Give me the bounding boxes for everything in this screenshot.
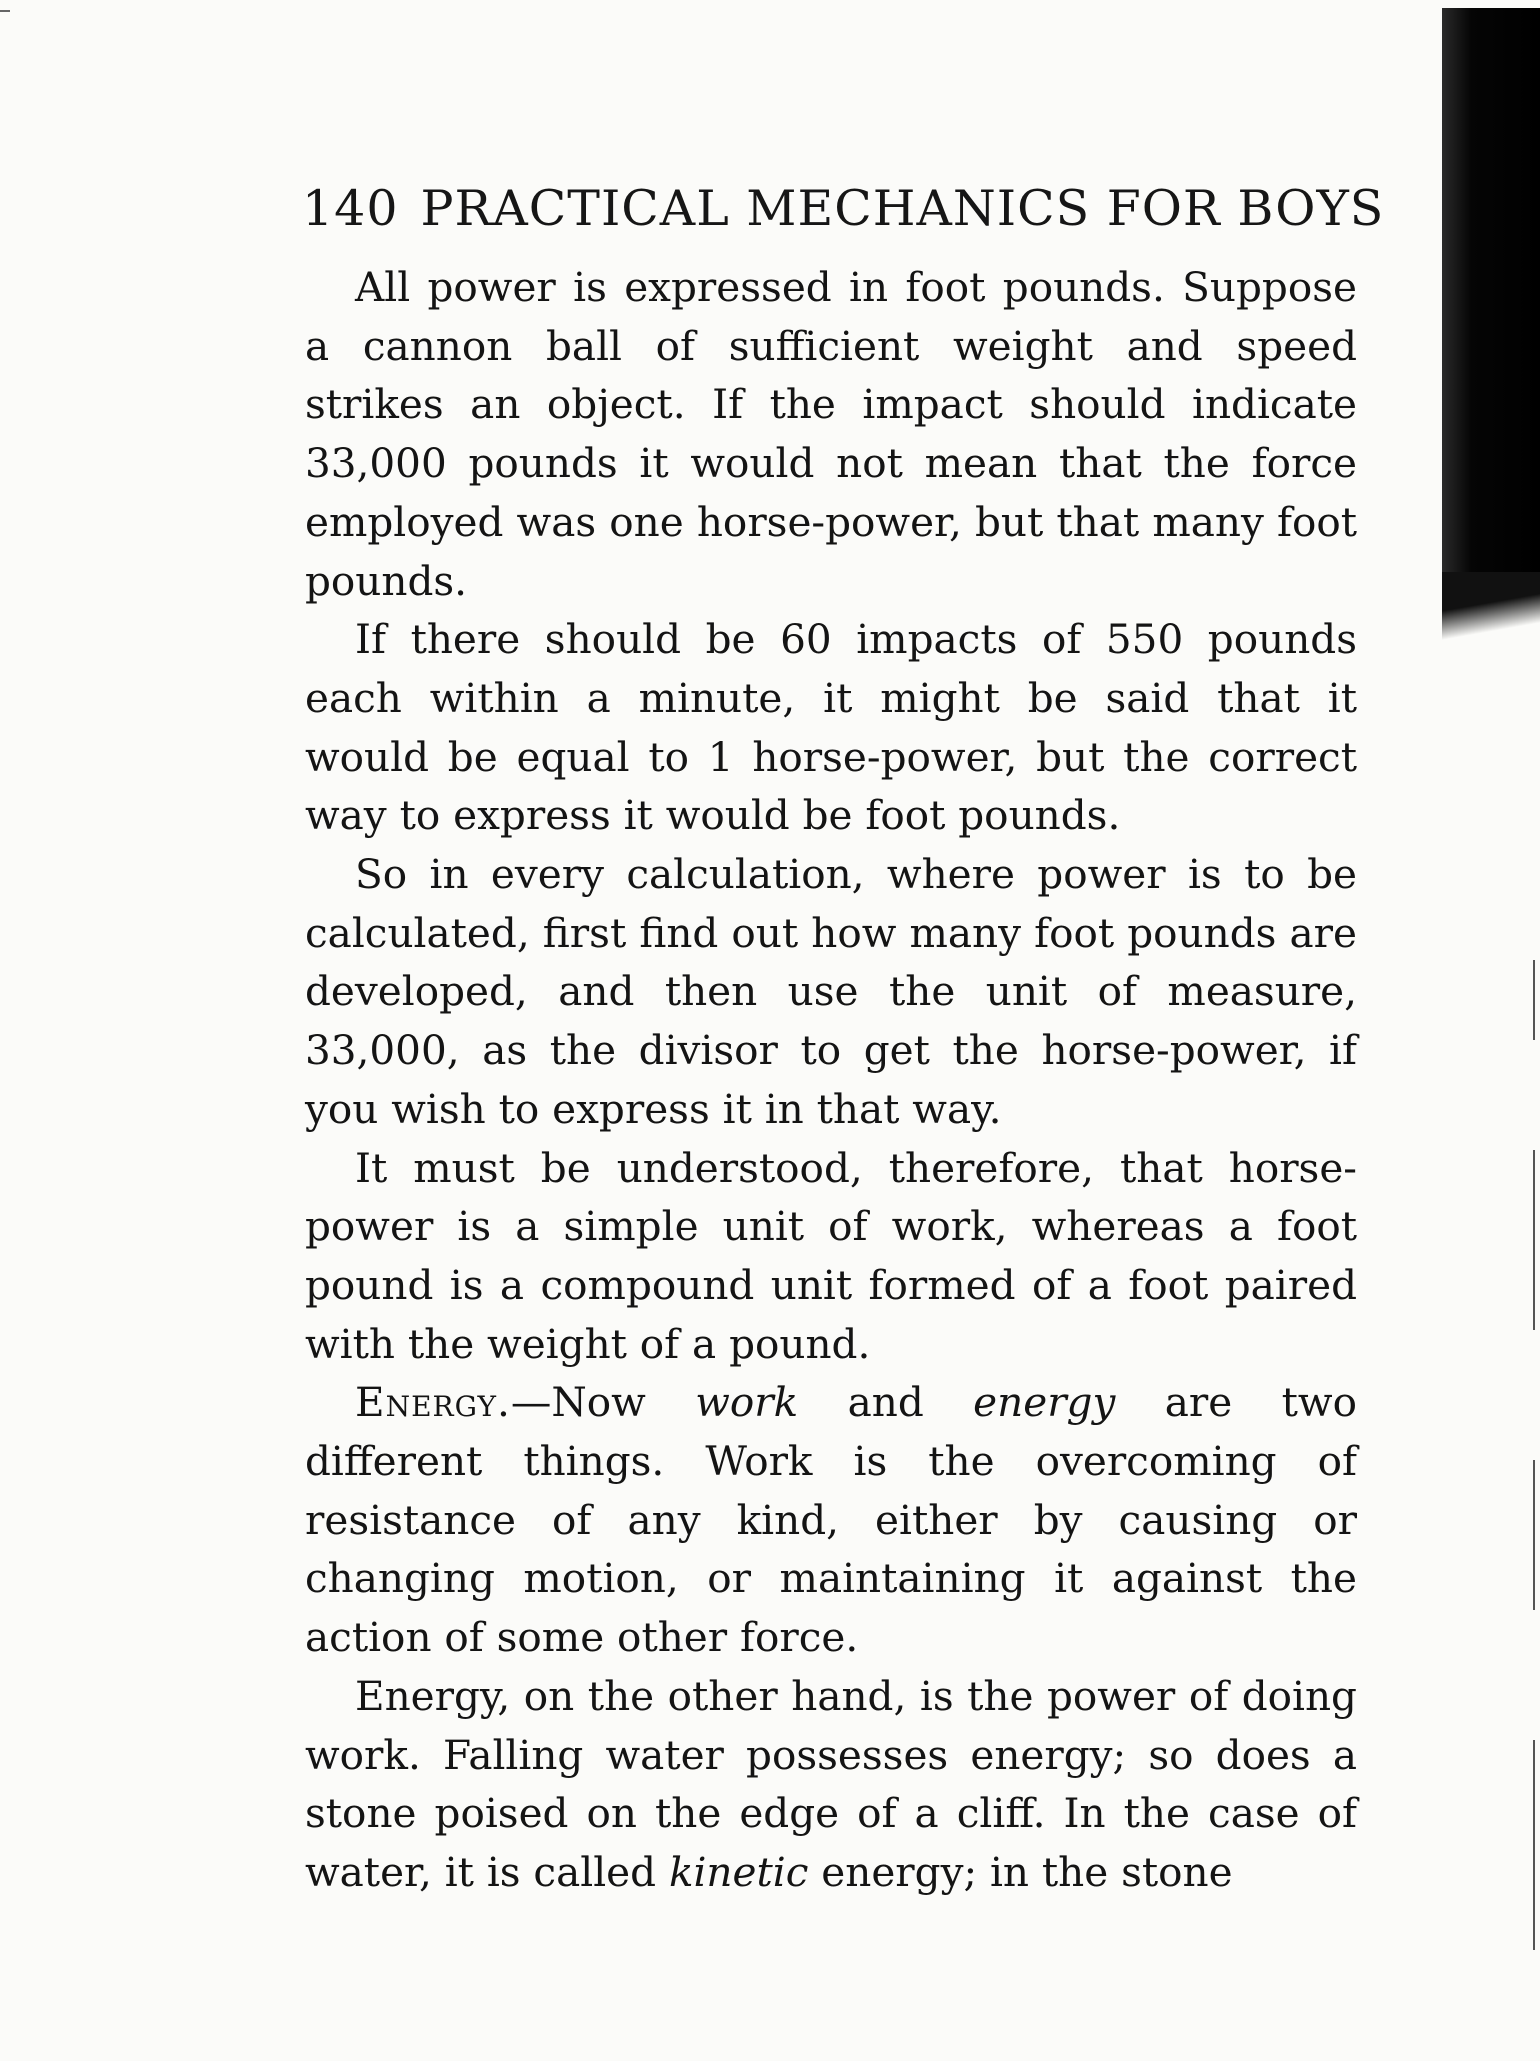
scan-edge-shadow [1442, 8, 1540, 582]
paragraph: If there should be 60 impacts of 550 pounds each within a minute, it might be said that it would be equal to 1 horse-power, but the correct way to express it would be foot pounds. [305, 615, 1357, 840]
paragraph [305, 1373, 1357, 1667]
text-segment: —Now [510, 1378, 696, 1427]
text-segment: energy; in the stone [808, 1847, 1233, 1896]
running-head [302, 180, 1385, 237]
scan-edge-line [1533, 1150, 1535, 1330]
book-title: PRACTICAL MECHANICS FOR BOYS [420, 180, 1385, 237]
page-number: 140 [302, 180, 399, 237]
section-heading: Energy. [355, 1378, 511, 1427]
emphasis: kinetic [668, 1847, 809, 1896]
text-segment: and [798, 1378, 974, 1427]
scan-mark [0, 10, 10, 12]
text-segment: are two different things. Work is the overcoming of resistance of any kind, either by causing or changing motion, or maintaining it against the action of some other force. [305, 1378, 1357, 1662]
paragraph [305, 1667, 1357, 1902]
body-text [305, 258, 1357, 1902]
paragraph: So in every calculation, where power is to be calculated, first find out how many foot pounds are developed, and then use the unit of measure, 33,000, as the divisor to get the horse-power, if you wish to express it in that way. [305, 850, 1357, 1133]
scan-edge-line [1533, 1460, 1535, 1610]
text-segment: Energy, on the other hand, is the power of doing work. Falling water possesses energy; so does a stone poised on the edge of a cliff. In the case of water, it is called [305, 1671, 1357, 1896]
scan-edge-line [1533, 960, 1535, 1040]
paragraph: All power is expressed in foot pounds. Suppose a cannon ball of sufficient weight and speed strikes an object. If the impact should indicate 33,000 pounds it would not mean that the force employed was one horse-power, but that many foot pounds. [305, 263, 1357, 605]
emphasis: work [695, 1378, 799, 1427]
scan-edge-line [1533, 1740, 1535, 1950]
paragraph: It must be understood, therefore, that horse-power is a simple unit of work, whereas a foot pound is a compound unit formed of a foot paired with the weight of a pound. [305, 1143, 1357, 1368]
emphasis: energy [973, 1378, 1116, 1427]
